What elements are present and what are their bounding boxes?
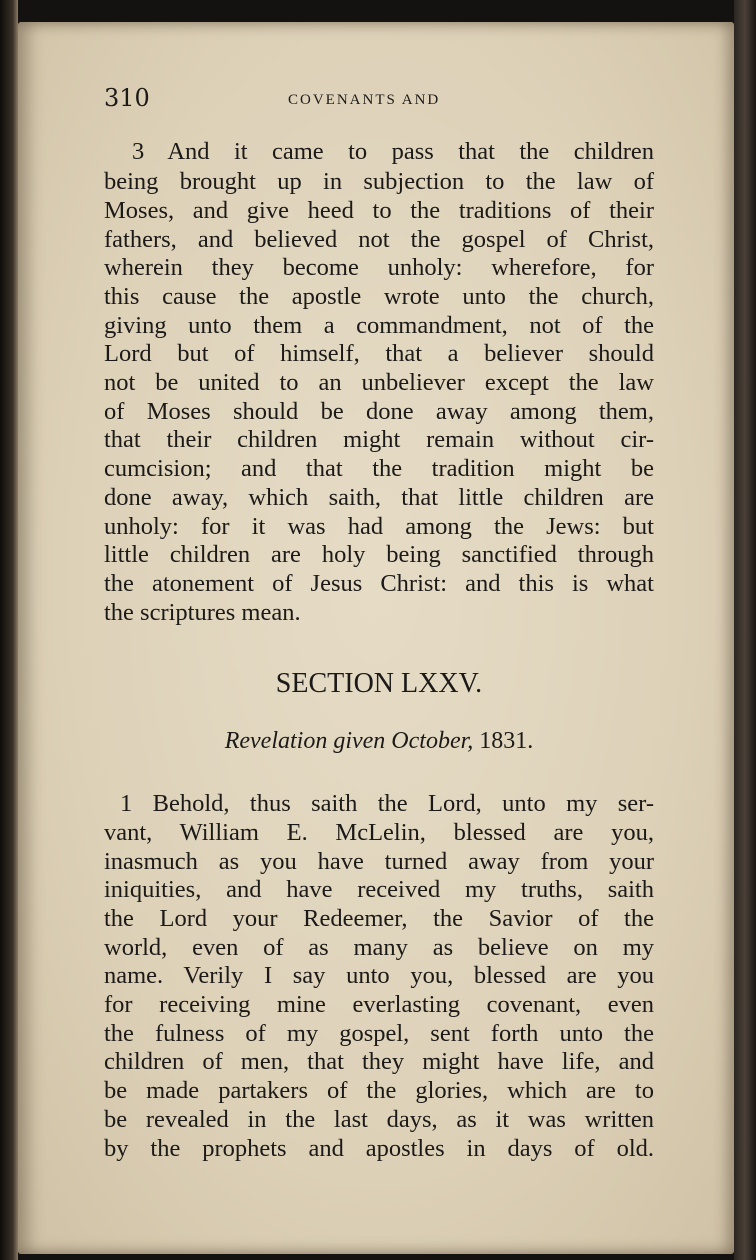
text-line: the Lord your Redeemer, the Savior of the [104, 905, 654, 932]
text-line: the atonement of Jesus Christ: and this is what [104, 570, 654, 597]
text-line: inasmuch as you have turned away from your [104, 848, 654, 875]
running-head: COVENANTS AND [288, 92, 441, 108]
text-line: cumcision; and that the tradition might be [104, 455, 654, 482]
book-gutter-left [0, 0, 18, 1260]
text-line: giving unto them a commandment, not of the [104, 312, 654, 339]
text-line: little children are holy being sanctified through [104, 541, 654, 568]
text-line: unholy: for it was had among the Jews: but [104, 513, 654, 540]
text-line: world, even of as many as believe on my [104, 934, 654, 961]
text-line: done away, which saith, that little children are [104, 484, 654, 511]
text-line: vant, William E. McLelin, blessed are you, [104, 819, 654, 846]
text-line: the fulness of my gospel, sent forth unto the [104, 1020, 654, 1047]
text-line: Moses, and give heed to the traditions of their [104, 197, 654, 224]
revelation-date-subheading [104, 728, 654, 755]
section-heading: SECTION LXXV. [275, 668, 483, 699]
text-line: children of men, that they might have life, and [104, 1048, 654, 1075]
text-line: Lord but of himself, that a believer should [104, 340, 654, 367]
text-line: being brought up in subjection to the law of [104, 168, 654, 195]
text-line: 1 Behold, thus saith the Lord, unto my ser- [120, 790, 654, 817]
book-edge-right [734, 0, 756, 1260]
text-line: this cause the apostle wrote unto the church, [104, 283, 654, 310]
text-line: 3 And it came to pass that the children [132, 138, 654, 165]
subheading-italic: Revelation given October, [224, 728, 474, 754]
text-line: name. Verily I say unto you, blessed are you [104, 962, 654, 989]
text-line: for receiving mine everlasting covenant, even [104, 991, 654, 1018]
subheading-year: 1831. [479, 728, 534, 754]
text-line: fathers, and believed not the gospel of Christ, [104, 226, 654, 253]
text-line: iniquities, and have received my truths, saith [104, 876, 654, 903]
text-line: by the prophets and apostles in days of old. [104, 1135, 654, 1162]
page-number: 310 [104, 84, 150, 112]
text-line: the scriptures mean. [104, 599, 301, 626]
text-line: be revealed in the last days, as it was written [104, 1106, 654, 1133]
text-line: of Moses should be done away among them, [104, 398, 654, 425]
text-line: wherein they become unholy: wherefore, for [104, 254, 654, 281]
text-line: be made partakers of the glories, which are to [104, 1077, 654, 1104]
text-line: not be united to an unbeliever except the law [104, 369, 654, 396]
text-line: that their children might remain without cir- [104, 426, 654, 453]
